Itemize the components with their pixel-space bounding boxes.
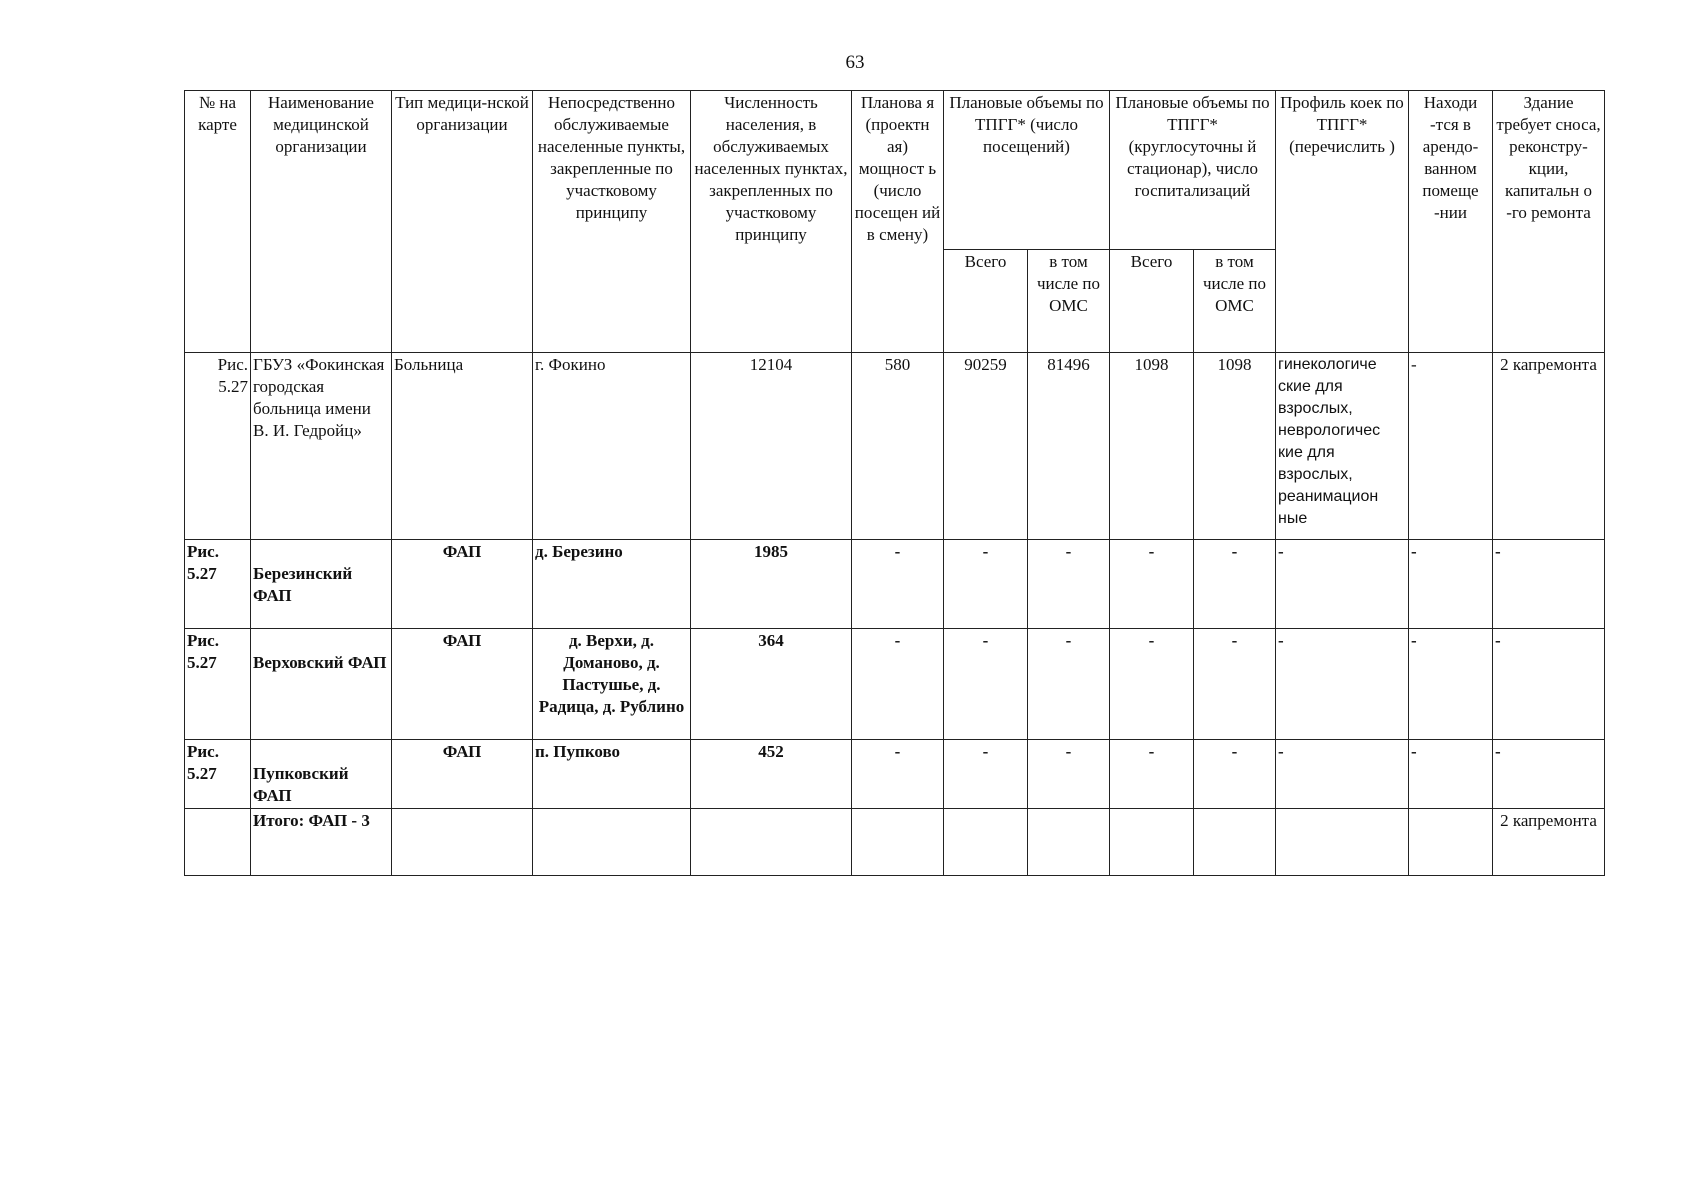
cell-empty: [533, 809, 691, 876]
cell-building: -: [1493, 740, 1605, 809]
cell-total-label: Итого: ФАП - 3: [251, 809, 392, 876]
cell-hosp-oms: 1098: [1194, 353, 1276, 540]
cell-org-name-text: Верховский ФАП: [253, 653, 387, 672]
cell-hosp-total: -: [1110, 740, 1194, 809]
page-number: 63: [845, 52, 865, 73]
cell-empty: [944, 809, 1028, 876]
cell-served-places: п. Пупково: [533, 740, 691, 809]
cell-empty: [1194, 809, 1276, 876]
cell-visits-oms: -: [1028, 740, 1110, 809]
header-org-type: Тип медици-нской организации: [392, 91, 533, 353]
cell-capacity: -: [852, 629, 944, 740]
cell-org-type: ФАП: [392, 629, 533, 740]
table-header-row: [185, 91, 1605, 250]
table-row: [185, 540, 1605, 629]
header-org-name: Наименование медицинской организации: [251, 91, 392, 353]
cell-visits-total: -: [944, 540, 1028, 629]
header-hospitalizations: Плановые объемы по ТПГГ* (круглосуточны й стационар), число госпитализаций: [1110, 91, 1276, 250]
cell-capacity: -: [852, 540, 944, 629]
cell-building: -: [1493, 540, 1605, 629]
cell-visits-oms: 81496: [1028, 353, 1110, 540]
table-row: [185, 740, 1605, 809]
header-hosp-total: Всего: [1110, 250, 1194, 353]
cell-empty: [392, 809, 533, 876]
cell-visits-total: -: [944, 740, 1028, 809]
cell-map-no: Рис. 5.27: [185, 629, 251, 740]
medical-organizations-table: [184, 90, 1605, 876]
header-served-places: Непосредственно обслуживаемые населенные пункты, закрепленные по участковому принципу: [533, 91, 691, 353]
header-beds-profile: Профиль коек по ТПГГ* (перечислить ): [1276, 91, 1409, 353]
cell-visits-oms: -: [1028, 629, 1110, 740]
cell-served-places: д. Верхи, д. Доманово, д. Пастушье, д. Радица, д. Рублино: [533, 629, 691, 740]
cell-map-no: Рис. 5.27: [185, 740, 251, 809]
cell-map-no: Рис. 5.27: [185, 353, 251, 540]
cell-empty: [185, 809, 251, 876]
table-total-row: [185, 809, 1605, 876]
cell-empty: [852, 809, 944, 876]
cell-org-name: [251, 629, 392, 740]
cell-visits-total: -: [944, 629, 1028, 740]
cell-beds-profile: гинекологиче ские для взрослых, неврологичес кие для взрослых, реанимацион ные: [1276, 353, 1409, 540]
cell-beds-profile: -: [1276, 540, 1409, 629]
cell-org-type: Больница: [392, 353, 533, 540]
header-rented: Находи -тся в арендо-ванном помеще -нии: [1409, 91, 1493, 353]
cell-population: 1985: [691, 540, 852, 629]
cell-served-places: д. Березино: [533, 540, 691, 629]
cell-org-name: ГБУЗ «Фокинская городская больница имени В. И. Гедройц»: [251, 353, 392, 540]
cell-org-type: ФАП: [392, 740, 533, 809]
cell-map-no: Рис. 5.27: [185, 540, 251, 629]
cell-hosp-oms: -: [1194, 540, 1276, 629]
cell-building: -: [1493, 629, 1605, 740]
header-hosp-oms: в том числе по ОМС: [1194, 250, 1276, 353]
cell-org-name: [251, 540, 392, 629]
cell-capacity: -: [852, 740, 944, 809]
cell-hosp-total: 1098: [1110, 353, 1194, 540]
cell-beds-profile: -: [1276, 740, 1409, 809]
header-visits-oms: в том числе по ОМС: [1028, 250, 1110, 353]
cell-org-name-text: Пупковский ФАП: [253, 764, 349, 805]
cell-org-type: ФАП: [392, 540, 533, 629]
cell-rented: -: [1409, 540, 1493, 629]
header-capacity: Планова я (проектн ая) мощност ь (число посещен ий в смену): [852, 91, 944, 353]
cell-hosp-oms: -: [1194, 629, 1276, 740]
header-building: Здание требует сноса, реконстру-кции, капитальн о -го ремонта: [1493, 91, 1605, 353]
cell-hosp-total: -: [1110, 629, 1194, 740]
cell-population: 12104: [691, 353, 852, 540]
cell-hosp-total: -: [1110, 540, 1194, 629]
cell-total-building: 2 капремонта: [1493, 809, 1605, 876]
header-population: Численность населения, в обслуживаемых населенных пунктах, закрепленных по участковому принципу: [691, 91, 852, 353]
cell-empty: [691, 809, 852, 876]
cell-empty: [1028, 809, 1110, 876]
cell-empty: [1110, 809, 1194, 876]
cell-empty: [1409, 809, 1493, 876]
cell-visits-oms: -: [1028, 540, 1110, 629]
cell-population: 452: [691, 740, 852, 809]
cell-capacity: 580: [852, 353, 944, 540]
header-visits-total: Всего: [944, 250, 1028, 353]
cell-rented: -: [1409, 353, 1493, 540]
cell-building: 2 капремонта: [1493, 353, 1605, 540]
header-map-no: № на карте: [185, 91, 251, 353]
table-row: [185, 629, 1605, 740]
cell-served-places: г. Фокино: [533, 353, 691, 540]
cell-org-name: [251, 740, 392, 809]
cell-rented: -: [1409, 740, 1493, 809]
cell-beds-profile: -: [1276, 629, 1409, 740]
cell-empty: [1276, 809, 1409, 876]
cell-org-name-text: Березинский ФАП: [253, 564, 353, 605]
table-row: [185, 353, 1605, 540]
cell-hosp-oms: -: [1194, 740, 1276, 809]
header-visits: Плановые объемы по ТПГГ* (число посещений): [944, 91, 1110, 250]
cell-population: 364: [691, 629, 852, 740]
cell-visits-total: 90259: [944, 353, 1028, 540]
cell-rented: -: [1409, 629, 1493, 740]
